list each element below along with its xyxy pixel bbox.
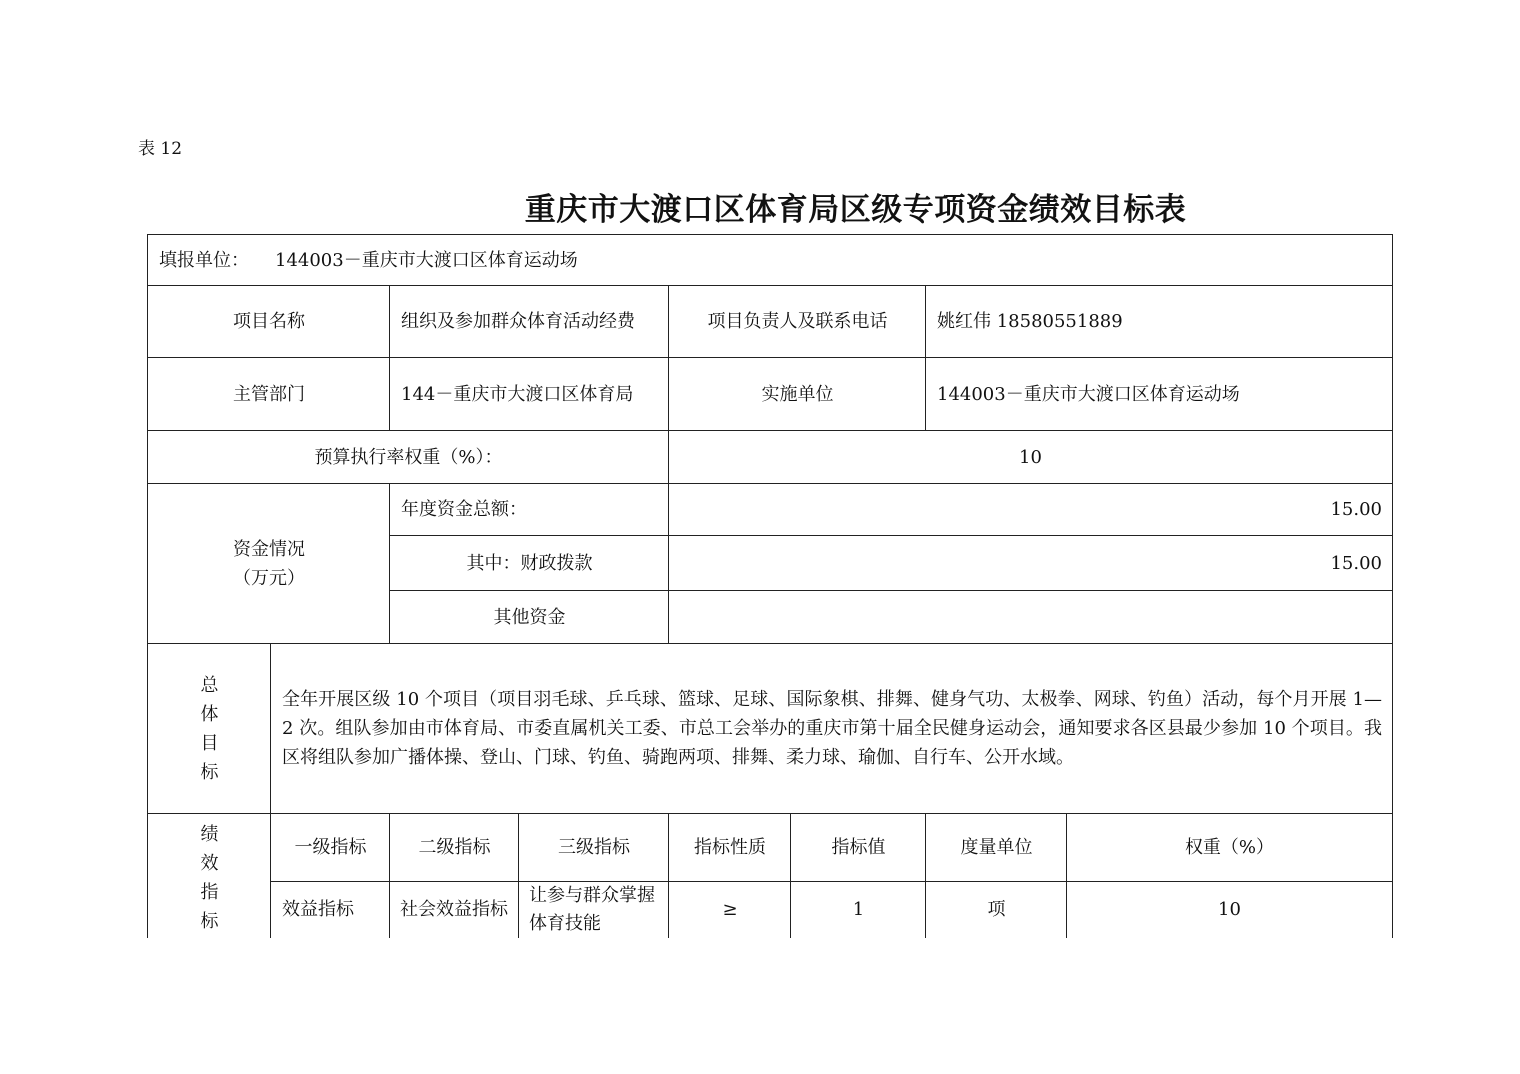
indicators-label-char: 指 xyxy=(200,882,219,903)
fund-label xyxy=(147,483,390,644)
table-row-unit: 项 xyxy=(925,881,1067,938)
document-title: 重庆市大渡口区体育局区级专项资金绩效目标表 xyxy=(524,192,1187,228)
table-number: 表 12 xyxy=(138,139,183,159)
header-level1: 一级指标 xyxy=(270,813,390,882)
impl-value: 144003－重庆市大渡口区体育运动场 xyxy=(925,357,1393,431)
table-row-level2: 社会效益指标 xyxy=(389,881,519,938)
annual-total-label: 年度资金总额： xyxy=(389,483,669,536)
other-fund-label: 其他资金 xyxy=(389,590,669,644)
dept-label: 主管部门 xyxy=(147,357,390,431)
fill-unit-row xyxy=(147,234,1393,286)
indicators-label-char: 效 xyxy=(200,853,219,874)
header-unit: 度量单位 xyxy=(925,813,1067,882)
fill-unit-value: 144003－重庆市大渡口区体育运动场 xyxy=(275,249,578,271)
goal-label-char: 总 xyxy=(200,675,219,696)
header-nature: 指标性质 xyxy=(668,813,791,882)
header-level3: 三级指标 xyxy=(518,813,669,882)
fill-unit-label: 填报单位： xyxy=(159,249,249,271)
budget-rate-label: 预算执行率权重（%）： xyxy=(147,430,669,484)
contact-label: 项目负责人及联系电话 xyxy=(668,285,926,358)
contact-value: 姚红伟 18580551889 xyxy=(925,285,1393,358)
overall-goal-label xyxy=(147,643,271,814)
header-weight: 权重（%） xyxy=(1066,813,1393,882)
goal-label-char: 标 xyxy=(200,762,219,783)
project-name-value: 组织及参加群众体育活动经费 xyxy=(389,285,669,358)
goal-label-char: 目 xyxy=(200,733,219,754)
fund-label-line1: 资金情况 xyxy=(233,539,305,560)
annual-total-value: 15.00 xyxy=(668,483,1393,536)
other-fund-value xyxy=(668,590,1393,644)
indicators-label xyxy=(147,813,271,938)
header-level2: 二级指标 xyxy=(389,813,519,882)
project-name-label: 项目名称 xyxy=(147,285,390,358)
table-row-value: 1 xyxy=(790,881,926,938)
fiscal-value: 15.00 xyxy=(668,535,1393,591)
goal-label-char: 体 xyxy=(200,704,219,725)
fiscal-label: 其中：财政拨款 xyxy=(389,535,669,591)
indicators-label-char: 标 xyxy=(200,911,219,932)
table-row-level1: 效益指标 xyxy=(270,881,390,938)
impl-label: 实施单位 xyxy=(668,357,926,431)
table-row-weight: 10 xyxy=(1066,881,1393,938)
table-row-nature: ≥ xyxy=(668,881,791,938)
dept-value: 144－重庆市大渡口区体育局 xyxy=(389,357,669,431)
budget-rate-value: 10 xyxy=(668,430,1393,484)
overall-goal-text: 全年开展区级 10 个项目（项目羽毛球、乒乓球、篮球、足球、国际象棋、排舞、健身气功、太极拳、网球、钓鱼）活动，每个月开展 1—2 次。组队参加由市体育局、市委直属机关工委、市总工会举办的重庆市第十届全民健身运动会，通知要求各区县最少参加 10 个项目。我区将组队参加广播体操、登山、门球、钓鱼、骑跑两项、排舞、柔力球、瑜伽、自行车、公开水域。 xyxy=(270,643,1393,814)
header-value: 指标值 xyxy=(790,813,926,882)
indicators-label-char: 绩 xyxy=(200,824,219,845)
table-row-level3: 让参与群众掌握体育技能 xyxy=(518,881,669,938)
fund-label-line2: （万元） xyxy=(233,568,305,589)
